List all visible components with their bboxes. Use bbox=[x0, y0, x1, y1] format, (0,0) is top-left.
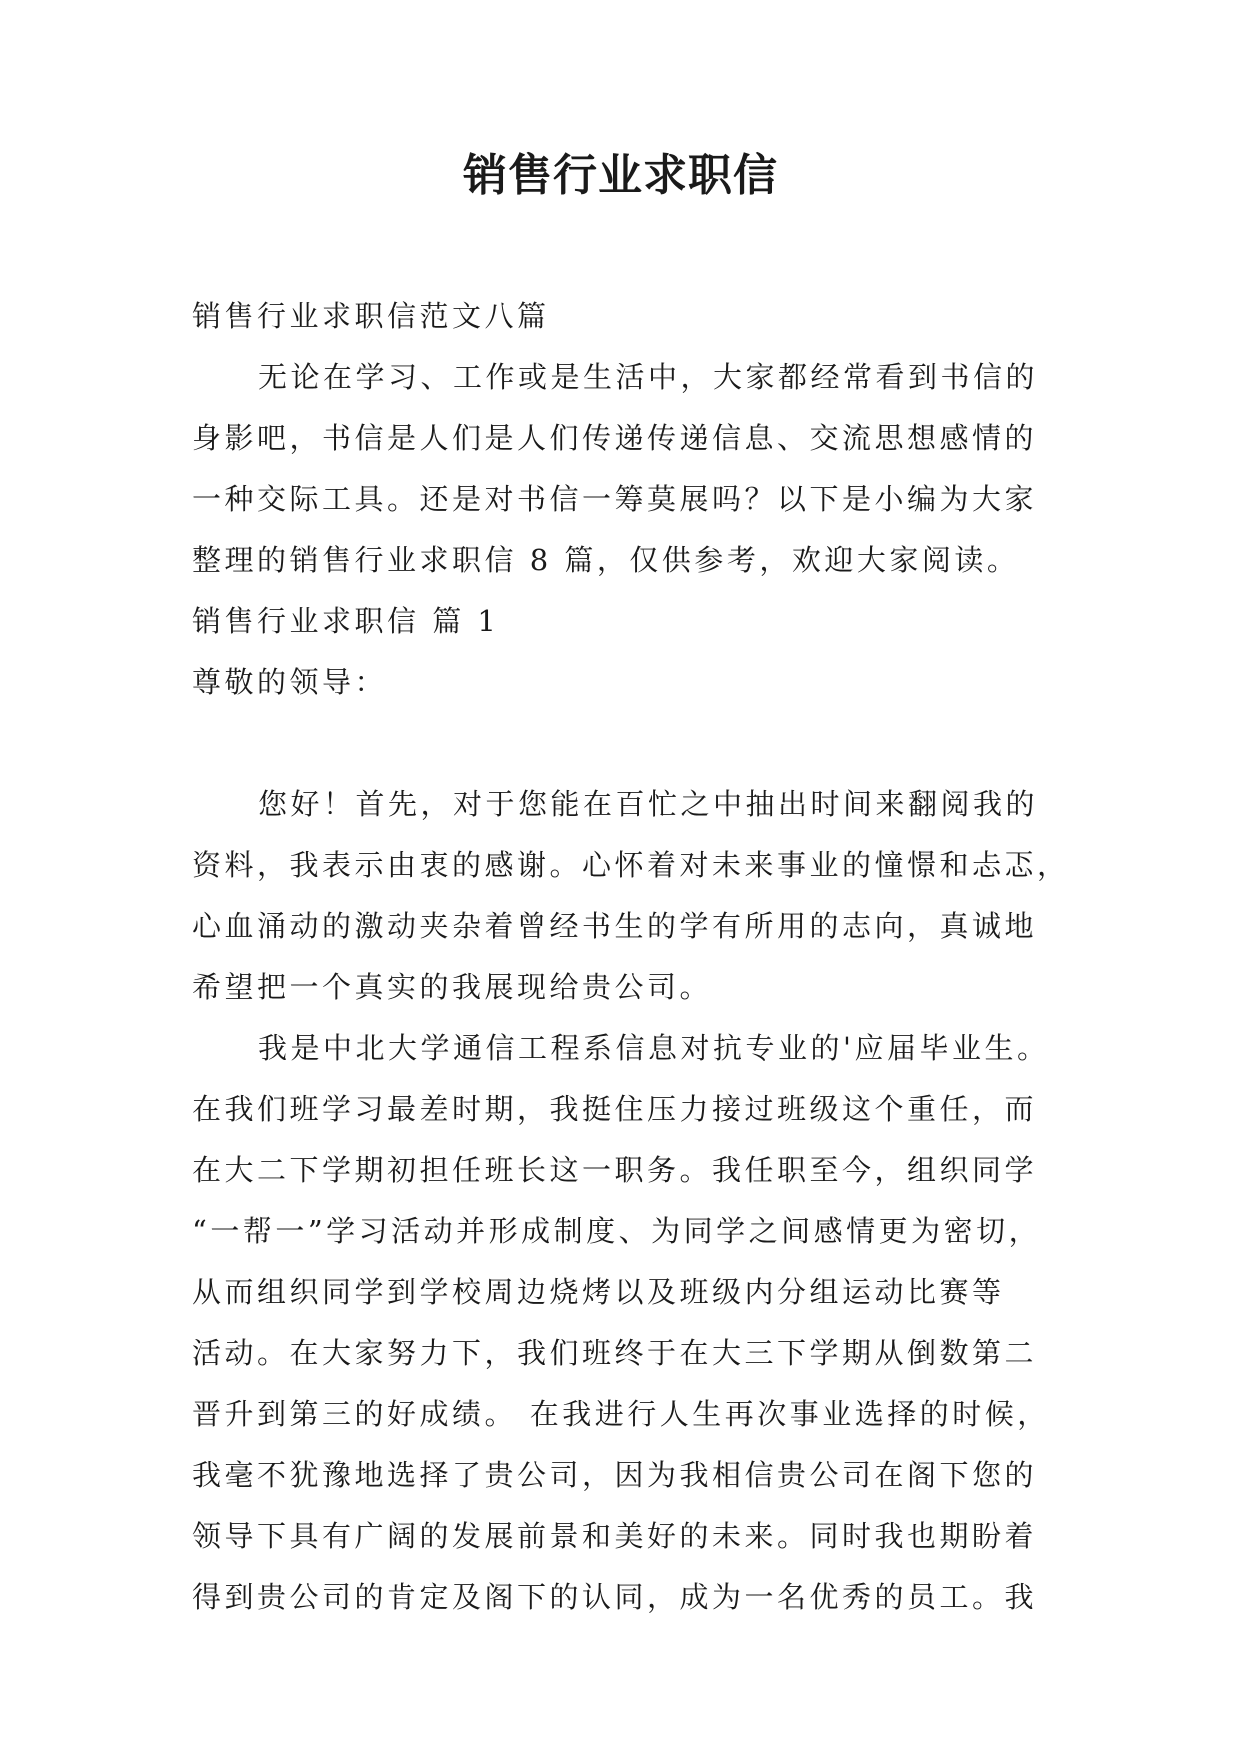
blank-line bbox=[192, 713, 1062, 774]
document-title: 销售行业求职信 bbox=[463, 150, 778, 201]
document-body bbox=[192, 286, 1070, 1628]
paragraph-1 bbox=[192, 774, 1070, 1018]
paragraph-line: 您好！首先，对于您能在百忙之中抽出时间来翻阅我的 bbox=[258, 787, 1039, 821]
paragraph-line: 我是中北大学通信工程系信息对抗专业的'应届毕业生。 bbox=[258, 1031, 1050, 1065]
paragraph-line: 我毫不犹豫地选择了贵公司，因为我相信贵公司在阁下您的 bbox=[192, 1458, 1038, 1492]
intro-line: 无论在学习、工作或是生活中，大家都经常看到书信的 bbox=[258, 360, 1039, 394]
paragraph-line: 得到贵公司的肯定及阁下的认同，成为一名优秀的员工。我 bbox=[192, 1580, 1038, 1614]
salutation: 尊敬的领导： bbox=[192, 665, 388, 699]
paragraph-line: 心血涌动的激动夹杂着曾经书生的学有所用的志向，真诚地 bbox=[192, 909, 1038, 943]
paragraph-line: 资料，我表示由衷的感谢。心怀着对未来事业的憧憬和忐忑， bbox=[192, 848, 1070, 882]
paragraph-line: 希望把一个真实的我展现给贵公司。 bbox=[192, 970, 713, 1004]
section-heading: 销售行业求职信 篇 1 bbox=[192, 604, 500, 638]
document-subtitle: 销售行业求职信范文八篇 bbox=[192, 299, 550, 333]
intro-line: 整理的销售行业求职信 8 篇，仅供参考，欢迎大家阅读。 bbox=[192, 543, 1020, 577]
intro-paragraph bbox=[192, 347, 1062, 591]
paragraph-line: 活动。在大家努力下，我们班终于在大三下学期从倒数第二 bbox=[192, 1336, 1038, 1370]
paragraph-line: 领导下具有广阔的发展前景和美好的未来。同时我也期盼着 bbox=[192, 1519, 1038, 1553]
paragraph-line: “一帮一”学习活动并形成制度、为同学之间感情更为密切， bbox=[192, 1214, 1042, 1248]
paragraph-2 bbox=[192, 1018, 1062, 1628]
intro-line: 身影吧，书信是人们是人们传递传递信息、交流思想感情的 bbox=[192, 421, 1038, 455]
paragraph-line: 在我们班学习最差时期，我挺住压力接过班级这个重任，而 bbox=[192, 1092, 1038, 1126]
paragraph-line: 晋升到第三的好成绩。 在我进行人生再次事业选择的时候， bbox=[192, 1397, 1050, 1431]
paragraph-line: 从而组织同学到学校周边烧烤以及班级内分组运动比赛等 bbox=[192, 1275, 1005, 1309]
intro-line: 一种交际工具。还是对书信一筹莫展吗？以下是小编为大家 bbox=[192, 482, 1038, 516]
paragraph-line: 在大二下学期初担任班长这一职务。我任职至今，组织同学 bbox=[192, 1153, 1038, 1187]
